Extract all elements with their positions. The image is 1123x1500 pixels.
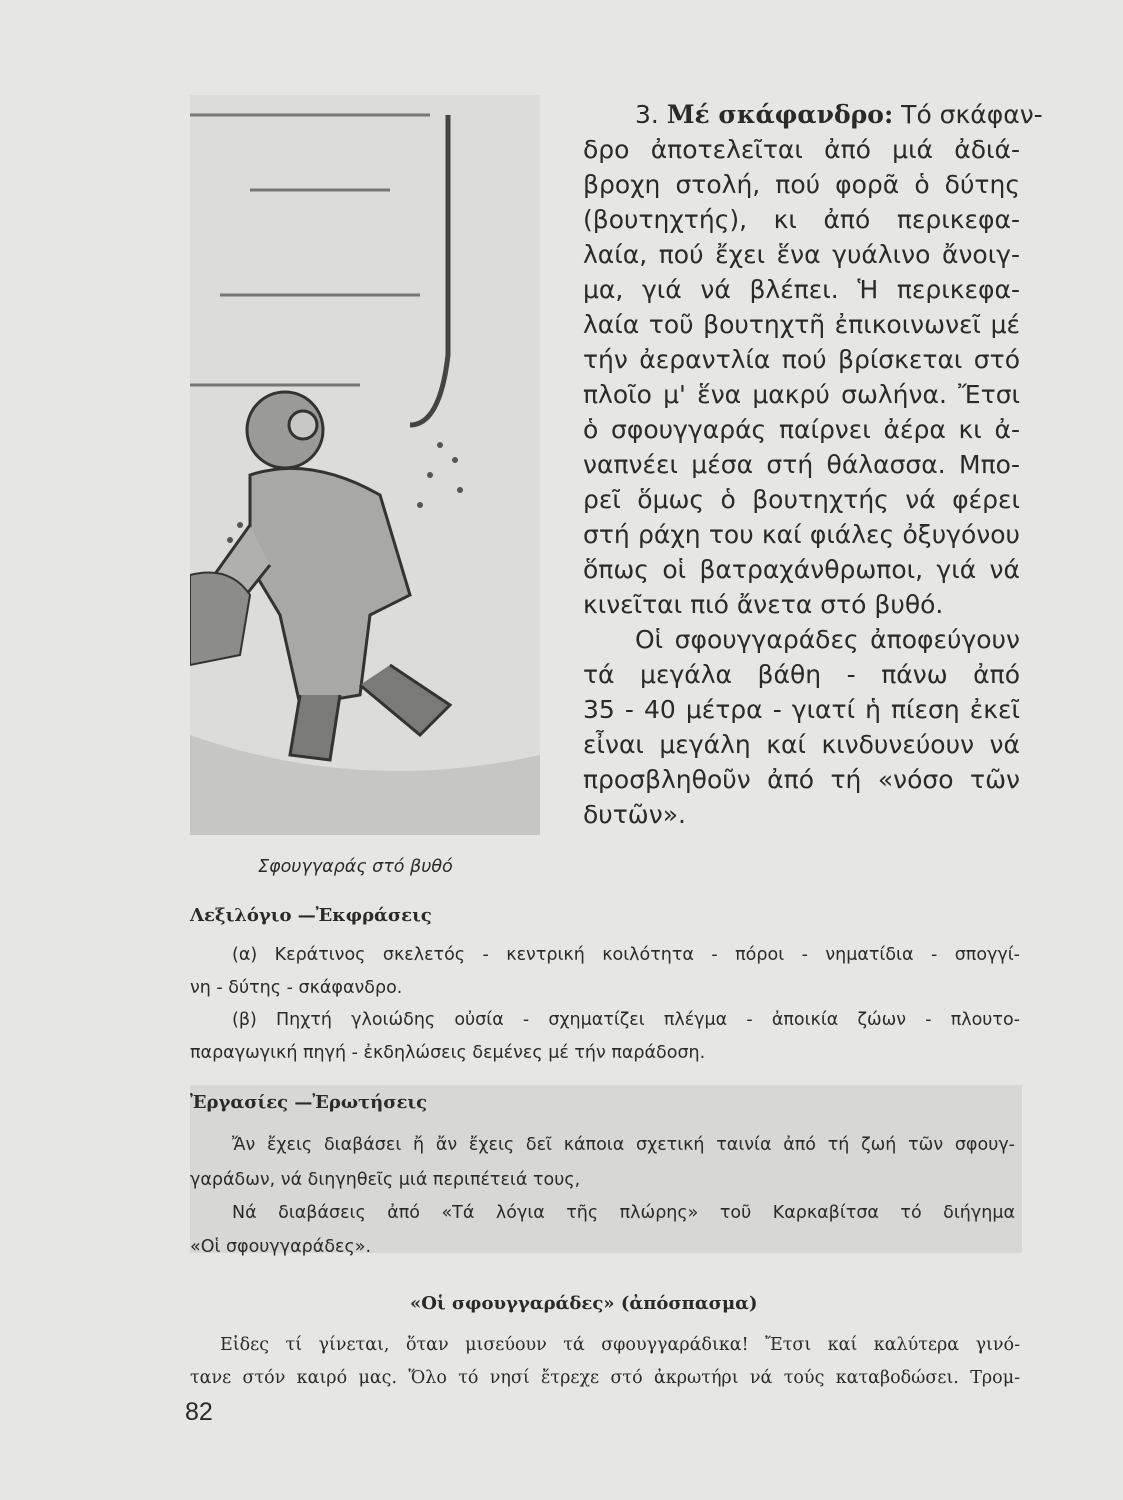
illustration-caption: Σφουγγαράς στό βυθό (258, 857, 453, 877)
exercises-heading: Ἐργασίες —Ἐρωτήσεις (190, 1092, 428, 1113)
text-line: (α) Κεράτινος σκελετός - κεντρική κοιλότητα - πόροι - νηματίδια - σπογγί- (232, 945, 1020, 965)
text-line: γαράδων, νά διηγηθεῖς μιά περιπέτειά τους, (190, 1170, 581, 1190)
text-line: τήν ἀεραντλία πού βρίσκεται στό (583, 345, 1020, 374)
text-line: τανε στόν καιρό μας. Ὅλο τό νησί ἔτρεχε στό ἀκρωτήρι νά τούς καταβοδώσει. Τρομ- (190, 1368, 1020, 1388)
page-number: 82 (185, 1398, 213, 1426)
text-line: προσβληθοῦν ἀπό τή «νόσο τῶν (583, 765, 1020, 794)
text-line: κινεῖται πιό ἄνετα στό βυθό. (583, 590, 944, 619)
section-heading: Μέ σκάφανδρο: (666, 100, 894, 129)
text-line: δρο ἀποτελεῖται ἀπό μιά ἀδιά- (583, 135, 1020, 164)
text-line: βροχη στολή, πού φορᾶ ὁ δύτης (583, 170, 1020, 199)
text-line: Οἱ σφουγγαράδες ἀποφεύγουν (635, 625, 1020, 654)
vocabulary-heading: Λεξιλόγιο —Ἐκφράσεις (190, 905, 432, 926)
text-line: Εἶδες τί γίνεται, ὅταν μισεύουν τά σφουγγαράδικα! Ἔτσι καί καλύτερα γινό- (220, 1335, 1020, 1355)
text-line: 35 - 40 μέτρα - γιατί ἡ πίεση ἐκεῖ (583, 695, 1020, 724)
text-line: (β) Πηχτή γλοιώδης οὐσία - σχηματίζει πλέγμα - ἀποικία ζώων - πλουτο- (232, 1010, 1020, 1030)
text-line: «Οἱ σφουγγαράδες». (190, 1237, 372, 1257)
text-line: ρεῖ ὅμως ὁ βουτηχτής νά φέρει (583, 485, 1020, 514)
text-line: μα, γιά νά βλέπει. Ἡ περικεφα- (583, 275, 1020, 304)
excerpt-title: «Οἱ σφουγγαράδες» (ἀπόσπασμα) (410, 1293, 758, 1314)
text-line: δυτῶν». (583, 800, 686, 829)
text-line: Ἄν ἔχεις διαβάσει ἤ ἄν ἔχεις δεῖ κάποια σχετική ταινία ἀπό τή ζωή τῶν σφουγ- (232, 1135, 1015, 1155)
section-3-lead (583, 100, 1043, 129)
text-line: ὅπως οἱ βατραχάνθρωποι, γιά νά (583, 555, 1020, 584)
text-line: λαία τοῦ βουτηχτῆ ἐπικοινωνεῖ μέ (583, 310, 1020, 339)
text-line: Τό σκάφαν- (901, 100, 1043, 129)
text-line: λαία, πού ἔχει ἕνα γυάλινο ἄνοιγ- (583, 240, 1020, 269)
text-line: νη - δύτης - σκάφανδρο. (190, 978, 403, 998)
text-line: παραγωγική πηγή - ἐκδηλώσεις δεμένες μέ τήν παράδοση. (190, 1043, 706, 1063)
text-line: τά μεγάλα βάθη - πάνω ἀπό (583, 660, 1020, 689)
text-line: ναπνέει μέσα στή θάλασσα. Μπο- (583, 450, 1020, 479)
text-line: ὁ σφουγγαράς παίρνει ἀέρα κι ἀ- (583, 415, 1020, 444)
text-line: (βουτηχτής), κι ἀπό περικεφα- (583, 205, 1020, 234)
text-line: εἶναι μεγάλη καί κινδυνεύουν νά (583, 730, 1020, 759)
text-line: πλοῖο μ' ἕνα μακρύ σωλήνα. Ἔτσι (583, 380, 1020, 409)
diver-illustration (190, 95, 540, 835)
section-number: 3. (635, 100, 659, 129)
text-line: στή ράχη του καί φιάλες ὀξυγόνου (583, 520, 1020, 549)
text-line: Νά διαβάσεις ἀπό «Τά λόγια τῆς πλώρης» τοῦ Καρκαβίτσα τό διήγημα (232, 1203, 1015, 1223)
